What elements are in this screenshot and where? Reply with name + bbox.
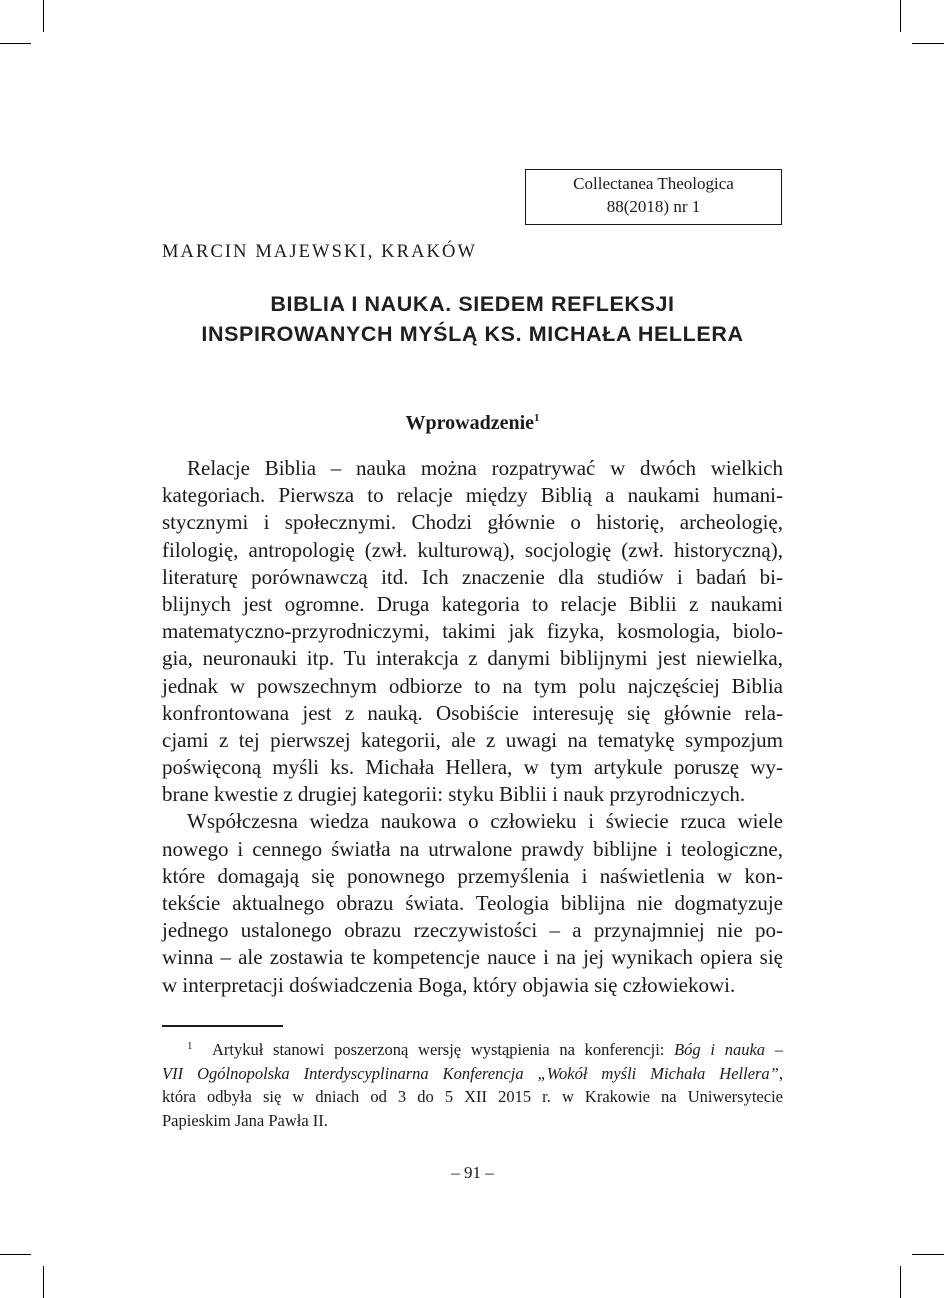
section-heading-text: Wprowadzenie <box>405 412 534 434</box>
text-line: brane kwestie z drugiej kategorii: styku Biblii i nauk przyrodniczych. <box>162 782 746 807</box>
text-line: jednego ustalonego obrazu rzeczywistości – a przynajmniej nie po- <box>162 918 783 943</box>
section-heading <box>162 410 783 436</box>
footnote-line: 1 Artykuł stanowi poszerzoną wersję wystąpienia na konferencji: Bóg i nauka – <box>187 1040 783 1059</box>
crop-mark-bottom-right-vertical <box>900 1266 901 1298</box>
crop-mark-top-right-vertical <box>900 0 901 32</box>
text-line: matematyczno-przyrodniczymi, takimi jak fizyka, kosmologia, biolo- <box>162 619 783 644</box>
crop-mark-top-right-horizontal <box>912 43 944 44</box>
text-line: stycznymi i społecznymi. Chodzi głównie o historię, archeologię, <box>162 510 783 535</box>
paragraph <box>162 808 783 998</box>
text-line: w interpretacji doświadczenia Boga, który objawia się człowiekowi. <box>162 972 736 997</box>
footnote-line <box>162 1062 783 1086</box>
text-line: literaturę porównawczą itd. Ich znaczenie dla studiów i badań bi- <box>162 564 783 589</box>
footnote-separator <box>162 1025 283 1027</box>
article-title <box>162 289 783 349</box>
text-line: kategoriach. Pierwsza to relacje między Biblią a naukami humani- <box>162 483 783 508</box>
text-line: jednak w powszechnym odbiorze to na tym polu najczęściej Biblia <box>162 673 783 698</box>
text-line: konfrontowana jest z nauką. Osobiście interesuję się głównie rela- <box>162 700 783 725</box>
footnote-line: która odbyła się w dniach od 3 do 5 XII 2015 r. w Krakowie na Uniwersytecie <box>162 1087 783 1106</box>
journal-name: Collectanea Theologica <box>573 174 734 193</box>
crop-mark-top-left-horizontal <box>0 43 31 44</box>
footnote-reference[interactable]: 1 <box>534 412 540 424</box>
crop-mark-bottom-right-horizontal <box>912 1254 944 1255</box>
article-title-line-1: BIBLIA I NAUKA. SIEDEM REFLEKSJI <box>270 292 675 316</box>
page-number: – 91 – <box>451 1163 494 1182</box>
text-line: filologię, antropologię (zwł. kulturową), socjologię (zwł. historyczną), <box>162 537 783 562</box>
author-line: MARCIN MAJEWSKI, KRAKÓW <box>162 242 478 262</box>
text-line: poświęconą myśli ks. Michała Hellera, w tym artykule poruszę wy- <box>162 755 783 780</box>
crop-mark-bottom-left-horizontal <box>0 1254 31 1255</box>
crop-mark-bottom-left-vertical <box>43 1266 44 1298</box>
text-line: Współczesna wiedza naukowa o człowieku i świecie rzuca wiele <box>187 809 783 834</box>
text-line: Relacje Biblia – nauka można rozpatrywać w dwóch wielkich <box>187 456 783 480</box>
journal-issue: 88(2018) nr 1 <box>606 197 701 216</box>
text-line: winna – ale zostawia te kompetencje nauce i na jej wynikach opiera się <box>162 945 783 970</box>
paragraph <box>162 455 783 808</box>
text-line: blijnych jest ogromne. Druga kategoria to relacje Biblii z naukami <box>162 591 783 616</box>
body-text <box>162 455 783 999</box>
footnote-text: , <box>778 1063 783 1083</box>
footnote <box>162 1038 783 1132</box>
text-line: gia, neuronauki itp. Tu interakcja z danymi biblijnymi jest niewielka, <box>162 646 783 671</box>
text-line: nowego i cennego światła na utrwalone prawdy biblijne i teologiczne, <box>162 836 783 861</box>
footnote-text: Artykuł stanowi poszerzoną wersję wystąpienia na konferencji: <box>212 1040 675 1059</box>
text-line: cjami z tej pierwszej kategorii, ale z uwagi na tematykę sympozjum <box>162 727 783 752</box>
text-line: tekście aktualnego obrazu świata. Teologia biblijna nie dogmatyzuje <box>162 891 783 915</box>
text-line: które domagają się ponownego przemyślenia i naświetlenia w kon- <box>162 863 783 888</box>
footnote-italic-text: VII Ogólnopolska Interdyscyplinarna Konferencja „Wokół myśli Michała Hellera” <box>162 1063 779 1083</box>
footnote-line: Papieskim Jana Pawła II. <box>162 1110 328 1130</box>
journal-info-box <box>525 169 782 225</box>
footnote-italic-text: Bóg i nauka – <box>674 1040 783 1059</box>
crop-mark-top-left-vertical <box>43 0 44 32</box>
article-title-line-2: INSPIROWANYCH MYŚLĄ KS. MICHAŁA HELLERA <box>201 322 744 346</box>
